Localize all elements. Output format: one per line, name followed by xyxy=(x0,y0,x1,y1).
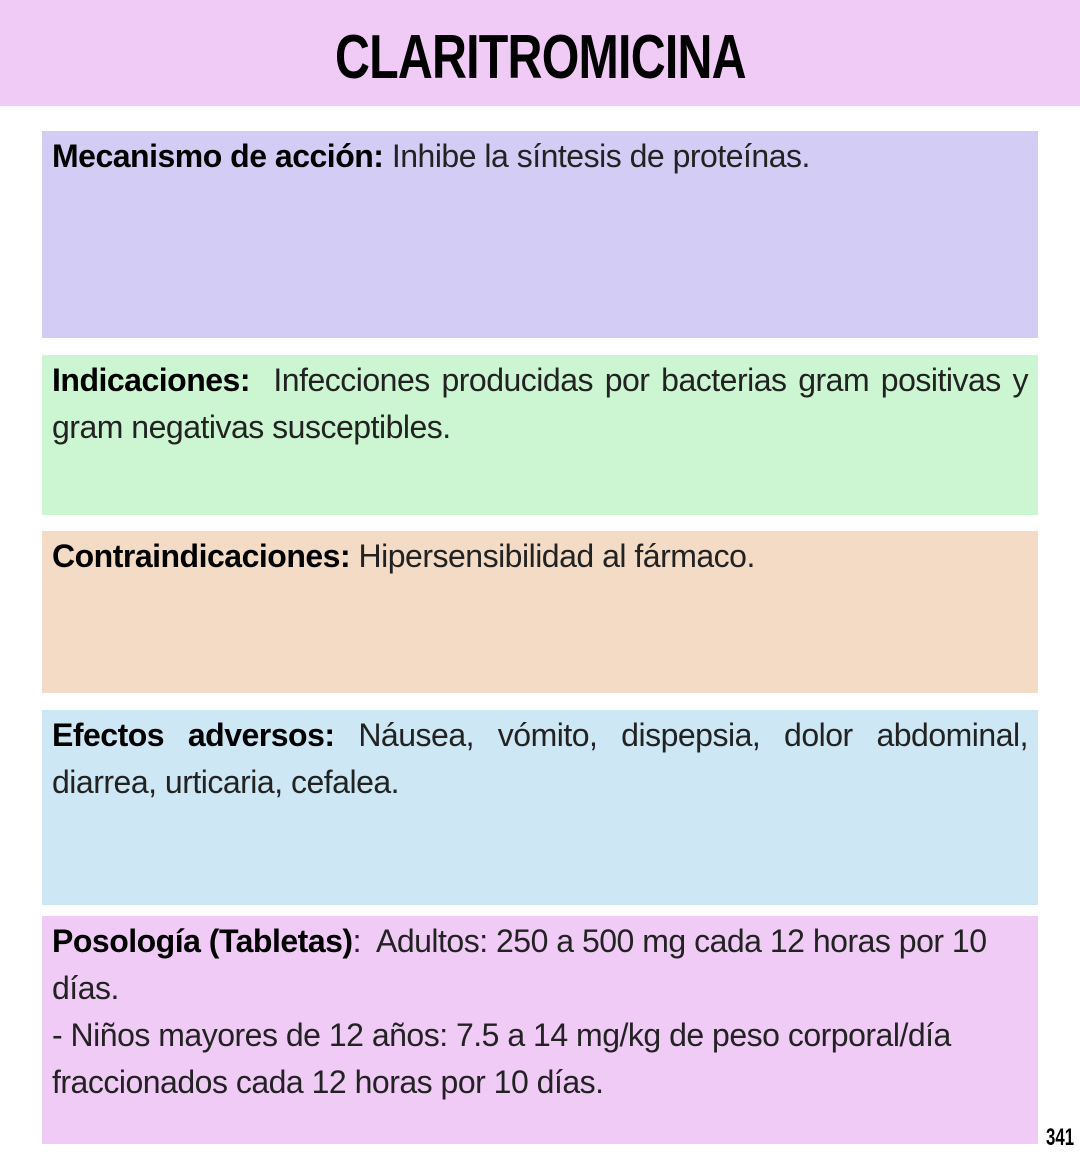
section-posologia xyxy=(42,916,1038,1144)
section-text: Inhibe la síntesis de proteínas. xyxy=(383,138,810,174)
section-label: Efectos adversos: xyxy=(52,717,335,753)
section-text: Hipersensibilidad al fármaco. xyxy=(350,538,755,574)
section-label: Mecanismo de acción: xyxy=(52,138,384,174)
section-label: Indicaciones: xyxy=(52,362,250,398)
posologia-adultos xyxy=(52,918,1028,1012)
title-banner xyxy=(0,0,1080,106)
page-title: CLARITROMICINA xyxy=(334,22,746,92)
section-efectos-adversos xyxy=(42,710,1038,905)
section-contraindicaciones xyxy=(42,531,1038,693)
section-text: Náusea, vómito, dispepsia, dolor abdominal, diarrea, urticaria, cefalea. xyxy=(52,717,1028,800)
page-number: 341 xyxy=(1045,1124,1074,1151)
posologia-ninos: - Niños mayores de 12 años: 7.5 a 14 mg/kg de peso corporal/día fraccionados cada 12 horas por 10 días. xyxy=(52,1017,951,1100)
section-indicaciones xyxy=(42,355,1038,515)
section-text: : Adultos: 250 a 500 mg cada 12 horas por 10 días. xyxy=(52,923,995,1006)
section-label: Posología (Tabletas) xyxy=(52,923,353,959)
section-text: Infecciones producidas por bacterias gram positivas y gram negativas susceptibles. xyxy=(52,362,1037,445)
section-label: Contraindicaciones: xyxy=(52,538,351,574)
section-mecanismo xyxy=(42,131,1038,338)
